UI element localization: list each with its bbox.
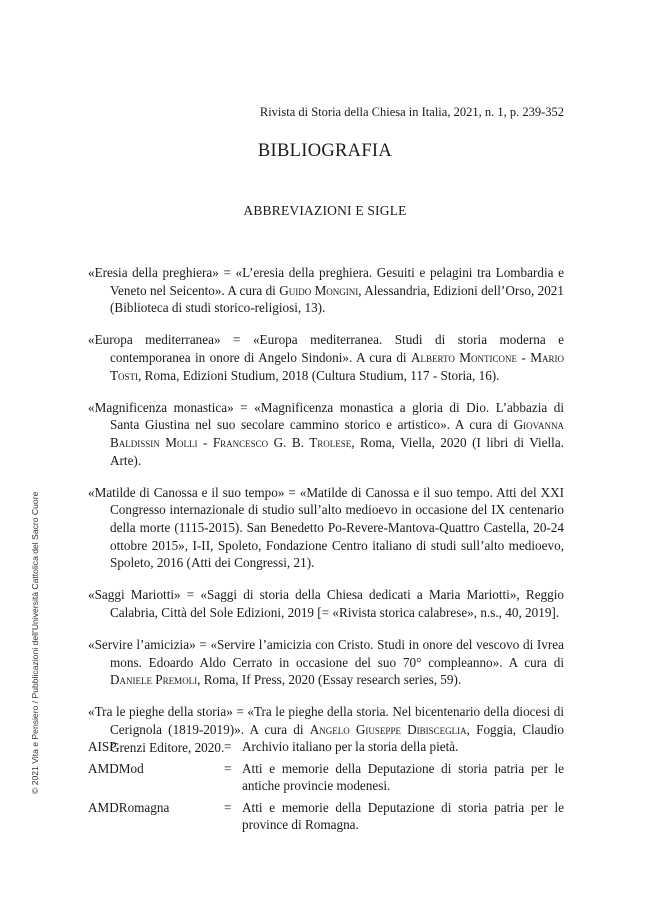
entry-editor: Giovanna Baldissin Molli — [110, 417, 564, 450]
entry-text: «Eresia della preghiera» = «L’eresia della preghiera. Gesuiti e pelagini tra Lombardia e Veneto nel Seicento». A cura di — [88, 265, 564, 298]
entry-editor: Guido Mongini — [279, 282, 359, 298]
bibliography-entry — [88, 484, 564, 572]
entry-editor: Daniele Premoli — [110, 672, 198, 688]
bibliography-entry — [88, 399, 564, 469]
abbreviation-key: AMDRomagna — [88, 799, 170, 815]
copyright-notice: © 2021 Vita e Pensiero / Pubblicazioni dell’Università Cattolica del Sacro Cuore — [30, 491, 40, 794]
abbreviation-description: Atti e memorie della Deputazione di storia patria per le province di Romagna. — [242, 799, 564, 833]
abbreviation-description: Atti e memorie della Deputazione di storia patria per le antiche provincie modenesi. — [242, 760, 564, 794]
bibliography-entries — [88, 264, 564, 771]
abbreviation-description: Archivio italiano per la storia della pietà. — [242, 739, 459, 754]
abbreviation-row — [88, 738, 564, 756]
entry-text: «Tra le pieghe della storia» = «Tra le pieghe della storia. Nel bicentenario della diocesi di Cerignola (1819-2019)». A cura di — [88, 704, 564, 738]
entry-text: - — [516, 349, 531, 365]
entry-text: , Roma, Edizioni Studium, 2018 (Cultura Studium, 117 - Storia, 16). — [138, 367, 500, 383]
page-title: BIBLIOGRAFIA — [257, 141, 393, 161]
entry-text: «Magnificenza monastica» = «Magnificenza monastica a gloria di Dio. L’abbazia di Santa Giustina nel suo secolare cammino storico e artistico». A cura di — [88, 399, 564, 433]
equals-sign: = — [224, 739, 232, 754]
entry-text: «Servire l’amicizia» = «Servire l’amicizia con Cristo. Studi in onore del vescovo di Ivrea mons. Edoardo Aldo Cerrato in occasione del suo 70° compleanno». A cura di — [88, 637, 564, 670]
entry-editor: Alberto Monticone — [411, 349, 517, 365]
entry-text: «Saggi Mariotti» = «Saggi di storia della Chiesa dedicati a Maria Mariotti», Reggio Calabria, Città del Sole Edizioni, 2019 [= «Rivista storica calabrese», n.s., 40, 2019]. — [88, 587, 564, 620]
bibliography-entry — [88, 586, 564, 621]
bibliography-entry — [88, 264, 564, 317]
entry-text: , Foggia, Claudio Grenzi Editore, 2020. — [110, 722, 564, 755]
equals-sign: = — [224, 760, 232, 776]
entry-text: «Matilde di Canossa e il suo tempo» = «Matilde di Canossa e il suo tempo. Atti del XXI Congresso internazionale di studio sull’alto medioevo in occasione del IX centenario della morte (1115-2015). San Benedetto Po-Revere-Mantova-Quattro Castella, 20-24 ottobre 2015», I-II, Spoleto, Fondazione Centro italiano di studi sull’alto medioevo, Spoleto, 2016 (Atti dei Congressi, 21). — [88, 484, 564, 571]
entry-text: , Alessandria, Edizioni dell’Orso, 2021 (Biblioteca di studi storico-religiosi, 13). — [110, 282, 564, 316]
entry-editor: Francesco G. B. Trolese — [212, 434, 352, 450]
abbreviation-row — [88, 760, 564, 795]
entry-text: , Roma, If Press, 2020 (Essay research series, 59). — [197, 672, 462, 688]
entry-text: «Europa mediterranea» = «Europa mediterranea. Studi di storia moderna e contemporanea in onore di Angelo Sindoni». A cura di — [88, 332, 564, 365]
abbreviation-row — [88, 799, 564, 834]
abbreviation-key: AISP — [88, 739, 117, 754]
bibliography-entry — [88, 331, 564, 384]
entry-editor: Angelo Giuseppe Dibisceglia — [309, 722, 467, 738]
bibliography-entry — [88, 636, 564, 689]
entry-text: , Roma, Viella, 2020 (I libri di Viella. Arte). — [110, 434, 564, 468]
entry-text: - — [197, 434, 213, 450]
journal-header: Rivista di Storia della Chiesa in Italia, 2021, n. 1, p. 239-352 — [259, 105, 564, 119]
section-subtitle: ABBREVIAZIONI E SIGLE — [243, 203, 407, 218]
equals-sign: = — [224, 799, 232, 815]
abbreviation-key: AMDMod — [88, 760, 144, 776]
entry-editor: Mario Tosti — [110, 349, 564, 383]
abbreviation-list — [88, 738, 564, 838]
